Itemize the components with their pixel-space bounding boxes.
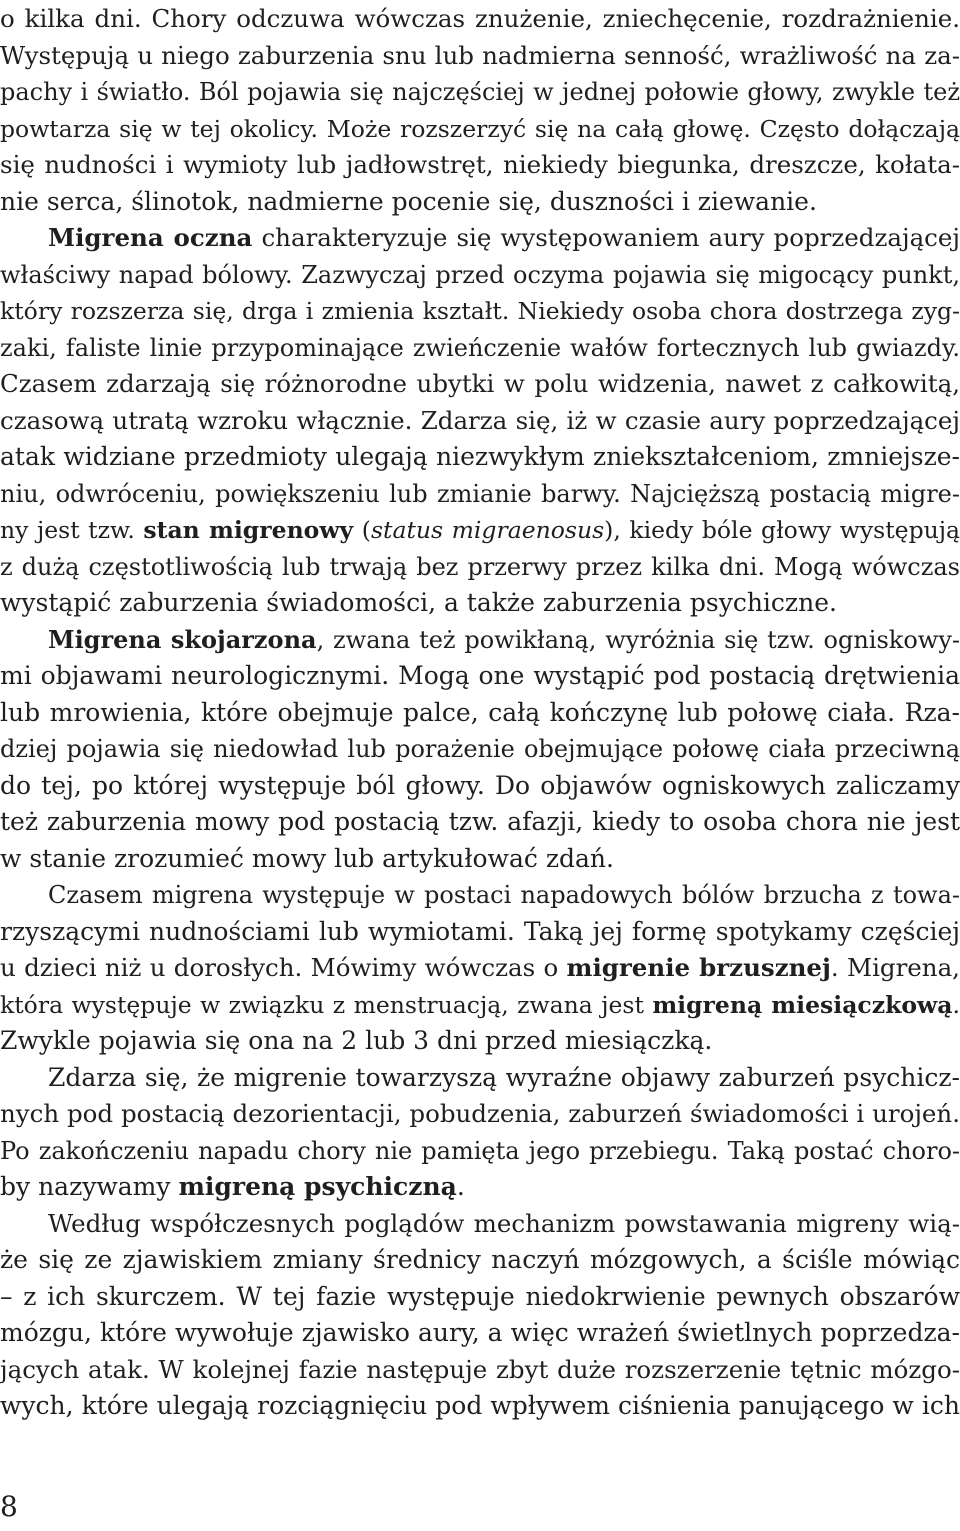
text-line <box>0 694 960 732</box>
text-segment: by nazywamy <box>0 1172 179 1201</box>
text-segment: czasową utratą wzroku włącznie. Zdarza się, iż w czasie aury poprzedzającej <box>0 405 960 435</box>
text-segment: właściwy napad bólowy. Zazwyczaj przed oczyma pojawia się migocący punkt, <box>0 260 960 289</box>
text-line <box>0 730 960 768</box>
text-segment: Według współczesnych poglądów mechanizm powstawania migreny wią- <box>48 1208 960 1238</box>
text-segment: atak widziane przedmioty ulegają niezwykłym zniekształceniom, zmniejsze- <box>0 442 960 471</box>
bold-term: Migrena oczna <box>48 223 253 252</box>
text-line <box>0 767 960 805</box>
text-line <box>0 475 960 513</box>
text-segment: mózgu, które wywołuje zjawisko aury, a więc wrażeń świetlnych poprzedza- <box>0 1318 960 1347</box>
text-segment: Czasem zdarzają się różnorodne ubytki w polu widzenia, nawet z całkowitą, <box>0 369 960 398</box>
text-line <box>0 365 960 403</box>
text-line <box>0 1351 960 1389</box>
text-segment: . <box>456 1172 465 1201</box>
text-line <box>0 219 960 257</box>
text-segment: Po zakończeniu napadu chory nie pamięta jego przebiegu. Taką postać choro- <box>0 1136 960 1165</box>
text-segment: nie serca, ślinotok, nadmierne pocenie się, duszności i ziewanie. <box>0 186 817 216</box>
text-segment: zaki, faliste linie przypominające zwieńczenie wałów fortecznych lub gwiazdy. <box>0 333 960 362</box>
text-segment: z dużą częstotliwością lub trwają bez przerwy przez kilka dni. Mogą wówczas <box>0 552 960 581</box>
bold-term: stan migrenowy <box>143 516 354 544</box>
text-line <box>0 1095 960 1133</box>
text-line <box>0 986 960 1024</box>
text-segment: – z ich skurczem. W tej fazie występuje niedokrwienie pewnych obszarów <box>0 1281 960 1311</box>
text-segment: Zwykle pojawia się ona na 2 lub 3 dni przed miesiączką. <box>0 1026 713 1055</box>
italic-term: status migraenosus <box>370 516 605 544</box>
text-segment: niu, odwróceniu, powiększeniu lub zmianie barwy. Najcięższą postacią migre- <box>0 479 960 508</box>
text-line <box>0 621 960 659</box>
text-segment: u dzieci niż u dorosłych. Mówimy wówczas o <box>0 953 567 982</box>
text-line <box>0 0 960 38</box>
text-segment: jących atak. W kolejnej fazie następuje zbyt duże rozszerzenie tętnic mózgo- <box>0 1354 960 1384</box>
text-line <box>0 840 960 878</box>
bold-term: migreną psychiczną <box>178 1172 457 1201</box>
text-line <box>0 1314 960 1352</box>
text-line <box>0 1241 960 1279</box>
text-segment: w stanie zrozumieć mowy lub artykułować zdań. <box>0 843 614 873</box>
text-segment: do tej, po której występuje ból głowy. Do objawów ogniskowych zaliczamy <box>0 770 960 800</box>
text-segment: która występuje w związku z menstruacją, zwana jest <box>0 990 653 1019</box>
text-line <box>0 657 960 695</box>
text-segment: lub mrowienia, które obejmuje palce, całą kończynę lub połowę ciała. Rza- <box>0 697 960 727</box>
text-segment: mi objawami neurologicznymi. Mogą one wystąpić pod postacią drętwienia <box>0 661 960 690</box>
text-segment: ny jest tzw. <box>0 516 144 544</box>
text-line <box>0 1205 960 1243</box>
text-segment: o kilka dni. Chory odczuwa wówczas znużenie, zniechęcenie, rozdrażnienie. <box>0 4 960 33</box>
text-line <box>0 1278 960 1316</box>
text-segment: się nudności i wymioty lub jadłowstręt, niekiedy biegunka, dreszcze, kołata- <box>0 150 960 179</box>
text-segment: rzyszącymi nudnościami lub wymiotami. Taką jej formę spotykamy częściej <box>0 916 960 946</box>
text-line <box>0 110 960 148</box>
text-line <box>0 37 960 75</box>
text-line <box>0 876 960 914</box>
text-line <box>0 1022 960 1060</box>
text-segment: pachy i światło. Ból pojawia się najczęściej w jednej połowie głowy, zwykle też <box>0 78 960 106</box>
text-segment: który rozszerza się, drga i zmienia kształt. Niekiedy osoba chora dostrzega zyg- <box>0 297 960 325</box>
text-line <box>0 146 960 184</box>
text-line <box>0 1132 960 1170</box>
bold-term: migreną miesiączkową <box>652 990 953 1019</box>
text-line <box>0 402 960 440</box>
text-line <box>0 584 960 622</box>
text-segment: Występują u niego zaburzenia snu lub nadmierna senność, wrażliwość na za- <box>0 40 960 70</box>
text-segment: powtarza się w tej okolicy. Może rozszerzyć się na całą głowę. Często dołączają <box>0 114 960 143</box>
text-segment: że się ze zjawiskiem zmiany średnicy naczyń mózgowych, a ściśle mówiąc <box>0 1245 960 1274</box>
text-line <box>0 292 960 330</box>
text-line <box>0 183 960 221</box>
text-segment: wych, które ulegają rozciągnięciu pod wpływem ciśnienia panującego w ich <box>0 1391 960 1420</box>
text-segment: ), kiedy bóle głowy występują <box>604 516 960 544</box>
text-segment: . <box>952 990 960 1019</box>
text-segment: Czasem migrena występuje w postaci napadowych bólów brzucha z towa- <box>48 881 960 909</box>
text-line <box>0 1387 960 1425</box>
bold-term: migrenie brzusznej <box>566 953 831 982</box>
text-line <box>0 1059 960 1097</box>
text-line <box>0 548 960 586</box>
text-line <box>0 73 960 111</box>
text-segment: , zwana też powikłaną, wyróżnia się tzw. ogniskowy- <box>316 625 960 654</box>
text-line <box>0 438 960 476</box>
text-line <box>0 511 960 549</box>
text-segment: charakteryzuje się występowaniem aury poprzedzającej <box>252 223 960 252</box>
text-segment: nych pod postacią dezorientacji, pobudzenia, zaburzeń świadomości i urojeń. <box>0 1099 960 1128</box>
text-line <box>0 1168 960 1206</box>
text-segment: Zdarza się, że migrenie towarzyszą wyraźne objawy zaburzeń psychicz- <box>48 1062 960 1092</box>
text-line <box>0 913 960 951</box>
text-line <box>0 256 960 294</box>
text-segment: ( <box>353 516 371 544</box>
text-line <box>0 803 960 841</box>
text-segment: wystąpić zaburzenia świadomości, a także zaburzenia psychiczne. <box>0 588 837 617</box>
text-line <box>0 949 960 987</box>
text-segment: też zaburzenia mowy pod postacią tzw. afazji, kiedy to osoba chora nie jest <box>0 807 960 836</box>
page-number: 8 <box>0 1490 18 1523</box>
text-segment: . Migrena, <box>830 953 960 982</box>
text-line <box>0 329 960 367</box>
bold-term: Migrena skojarzona <box>48 624 317 654</box>
text-segment: dziej pojawia się niedowład lub porażenie obejmujące połowę ciała przeciwną <box>0 735 960 763</box>
